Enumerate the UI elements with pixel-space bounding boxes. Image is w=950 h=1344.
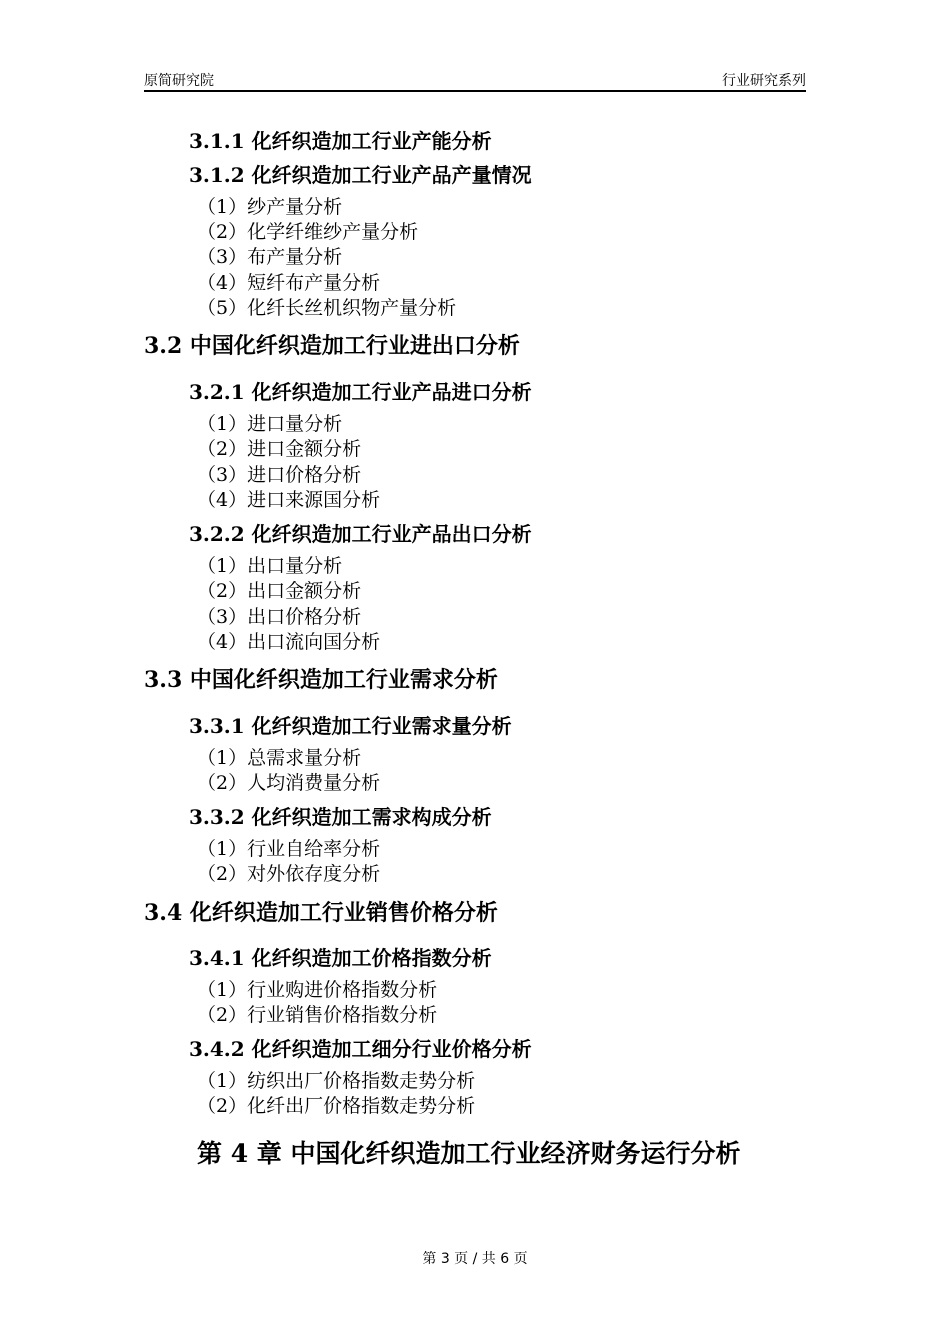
toc-item: （1）行业购进价格指数分析	[197, 979, 438, 1001]
toc-item: （2）对外依存度分析	[197, 863, 381, 885]
toc-item: （3）布产量分析	[197, 246, 343, 268]
toc-item: （1）出口量分析	[197, 555, 343, 577]
toc-subsection-3-3-1: 3.3.1 化纤织造加工行业需求量分析	[189, 714, 512, 738]
toc-item: （5）化纤长丝机织物产量分析	[197, 297, 457, 319]
toc-item: （1）行业自给率分析	[197, 838, 381, 860]
toc-subsection-3-4-2: 3.4.2 化纤织造加工细分行业价格分析	[189, 1037, 532, 1061]
toc-item: （1）纱产量分析	[197, 196, 343, 218]
header-series: 行业研究系列	[722, 73, 806, 89]
toc-item: （2）人均消费量分析	[197, 772, 381, 794]
toc-subsection-3-2-2: 3.2.2 化纤织造加工行业产品出口分析	[189, 522, 532, 546]
header-publisher: 原简研究院	[144, 73, 214, 89]
toc-item: （4）进口来源国分析	[197, 489, 381, 511]
toc-item: （4）出口流向国分析	[197, 631, 381, 653]
toc-item: （1）总需求量分析	[197, 747, 362, 769]
page-header	[144, 70, 806, 92]
toc-item: （3）进口价格分析	[197, 464, 362, 486]
toc-section-3-2: 3.2 中国化纤织造加工行业进出口分析	[144, 333, 520, 359]
toc-item: （2）化学纤维纱产量分析	[197, 221, 419, 243]
toc-subsection-3-1-1: 3.1.1 化纤织造加工行业产能分析	[189, 129, 492, 153]
toc-subsection-3-3-2: 3.3.2 化纤织造加工需求构成分析	[189, 805, 492, 829]
toc-section-3-3: 3.3 中国化纤织造加工行业需求分析	[144, 667, 498, 693]
toc-item: （2）进口金额分析	[197, 438, 362, 460]
toc-item: （2）行业销售价格指数分析	[197, 1004, 438, 1026]
toc-section-3-4: 3.4 化纤织造加工行业销售价格分析	[144, 900, 498, 926]
toc-subsection-3-2-1: 3.2.1 化纤织造加工行业产品进口分析	[189, 380, 532, 404]
toc-item: （2）出口金额分析	[197, 580, 362, 602]
toc-item: （1）纺织出厂价格指数走势分析	[197, 1070, 476, 1092]
toc-subsection-3-4-1: 3.4.1 化纤织造加工价格指数分析	[189, 946, 492, 970]
toc-chapter-4: 第 4 章 中国化纤织造加工行业经济财务运行分析	[197, 1139, 741, 1168]
toc-item: （3）出口价格分析	[197, 606, 362, 628]
toc-subsection-3-1-2: 3.1.2 化纤织造加工行业产品产量情况	[189, 163, 532, 187]
toc-item: （2）化纤出厂价格指数走势分析	[197, 1095, 476, 1117]
toc-item: （1）进口量分析	[197, 413, 343, 435]
toc-item: （4）短纤布产量分析	[197, 272, 381, 294]
page-footer: 第 3 页 / 共 6 页	[422, 1251, 528, 1267]
